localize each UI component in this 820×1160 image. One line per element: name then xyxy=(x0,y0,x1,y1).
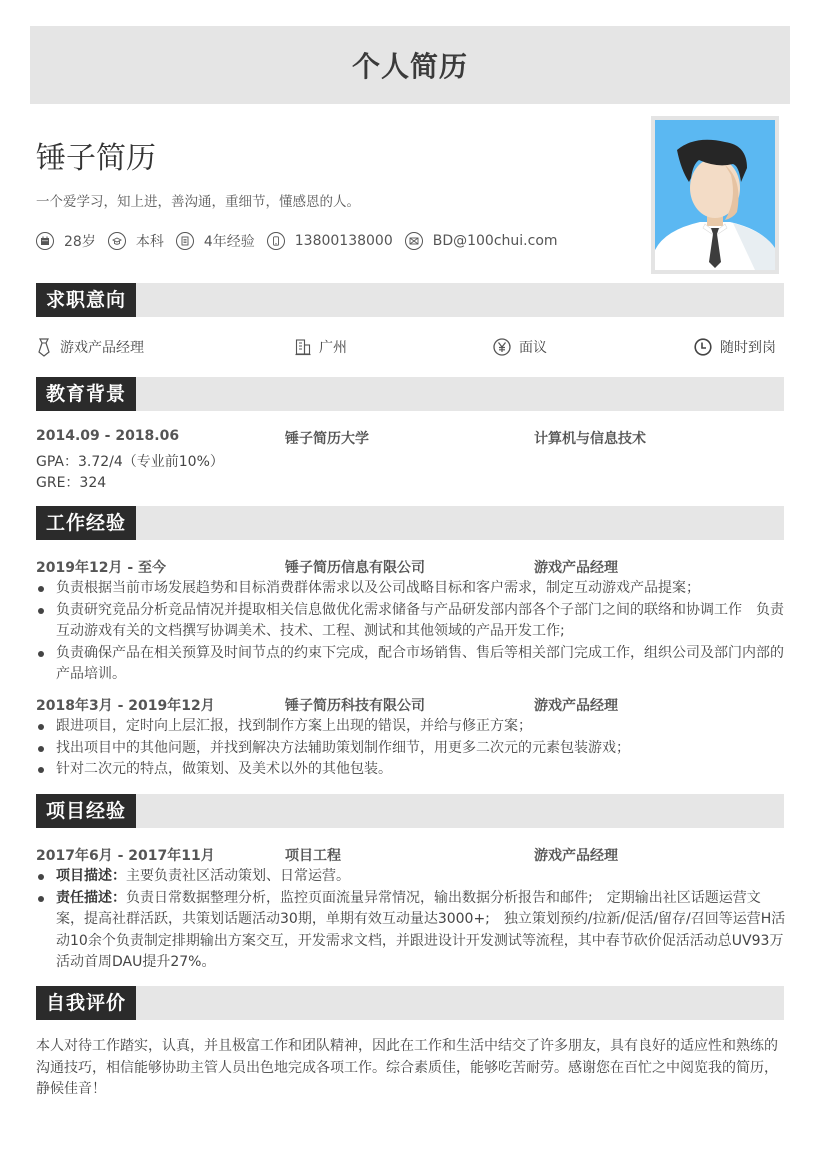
section-header-self-eval xyxy=(36,986,784,1020)
list-item: 负责确保产品在相关预算及时间节点的约束下完成，配合市场销售、售后等相关部门完成工作，组织公司及部门内部的产品培训。 xyxy=(36,643,786,686)
contact-info xyxy=(36,231,570,251)
mail-icon xyxy=(405,232,423,250)
project-name: 项目工程 xyxy=(285,848,341,864)
intent-position xyxy=(36,337,144,357)
intent-position-value: 游戏产品经理 xyxy=(60,340,144,356)
job-1-role: 游戏产品经理 xyxy=(534,560,618,576)
project-desc-label: 项目描述： xyxy=(56,868,126,884)
project-details xyxy=(36,866,786,974)
education-gre: GRE：324 xyxy=(36,475,107,491)
contact-degree xyxy=(108,231,164,251)
yen-icon xyxy=(493,338,511,356)
candidate-name: 锤子简历 xyxy=(36,141,156,176)
list-item: 负责研究竞品分析竞品情况并提取相关信息做优化需求储备与产品研发部内部各个子部门之间的联络和协调工作 负责互动游戏有关的文档撰写协调美术、技术、工程、测试和其他领域的产品开发工作; xyxy=(36,600,786,643)
job-1-duties xyxy=(36,578,786,686)
list-item: 跟进项目，定时向上层汇报，找到制作方案上出现的错误，并给与修正方案； xyxy=(36,716,786,738)
contact-experience xyxy=(176,231,255,251)
section-header-work xyxy=(36,506,784,540)
age-value: 28岁 xyxy=(64,234,96,250)
section-title-project: 项目经验 xyxy=(36,794,136,828)
section-title-intent: 求职意向 xyxy=(36,283,136,317)
self-eval-text: 本人对待工作踏实，认真，并且极富工作和团队精神，因此在工作和生活中结交了许多朋友，具有良好的适应性和熟练的沟通技巧，相信能够协助主管人员出色地完成各项工作。综合素质佳，能够吃苦耐劳。感谢您在百忙之中阅览我的简历，静候佳音！ xyxy=(36,1038,778,1097)
experience-value: 4年经验 xyxy=(203,234,255,250)
contact-email xyxy=(405,232,558,250)
job-1-period: 2019年12月 - 至今 xyxy=(36,560,167,576)
responsibility-text: 负责日常数据整理分析，监控页面流量异常情况，输出数据分析报告和邮件; 定期输出社区话题运营文案，提高社群活跃，共策划话题活动30期，单期有效互动量达3000+; 独立策划预约/拉新/促活/留存/召回等运营H活动10余个负责制定排期输出方案交互，开发需求文档，并跟进设计开发测试等流程，其中春节砍价促活活动总UV93万活动首周DAU提升27%。 xyxy=(56,889,786,970)
candidate-motto: 一个爱学习，知上进，善沟通，重细节，懂感恩的人。 xyxy=(36,194,360,210)
contact-phone xyxy=(267,232,393,250)
building-icon xyxy=(295,338,311,356)
phone-value[interactable]: 13800138000 xyxy=(294,233,393,249)
graduation-cap-icon xyxy=(108,232,126,250)
project-period: 2017年6月 - 2017年11月 xyxy=(36,848,215,864)
list-item xyxy=(36,888,786,974)
job-2-duties xyxy=(36,716,786,781)
section-title-self-eval: 自我评价 xyxy=(36,986,136,1020)
page-title: 个人简历 xyxy=(351,50,468,83)
intent-city-value: 广州 xyxy=(319,340,347,356)
section-header-project xyxy=(36,794,784,828)
calendar-icon xyxy=(36,232,54,250)
project-desc-text: 主要负责社区活动策划、日常运营。 xyxy=(126,868,350,884)
education-period: 2014.09 - 2018.06 xyxy=(36,428,180,444)
avatar-illustration xyxy=(655,120,775,270)
section-title-education: 教育背景 xyxy=(36,377,136,411)
intent-city xyxy=(295,337,347,357)
tie-icon xyxy=(36,337,52,357)
job-2-period: 2018年3月 - 2019年12月 xyxy=(36,698,215,714)
clock-icon xyxy=(694,338,712,356)
page-banner xyxy=(30,26,790,104)
contact-age xyxy=(36,231,96,251)
responsibility-label: 责任描述： xyxy=(56,889,126,906)
phone-icon xyxy=(267,232,285,250)
intent-availability xyxy=(694,337,776,357)
degree-value: 本科 xyxy=(135,234,164,250)
intent-salary xyxy=(493,337,547,357)
profile-photo xyxy=(651,116,779,274)
intent-salary-value: 面议 xyxy=(519,340,547,356)
section-header-intent xyxy=(36,283,784,317)
project-role: 游戏产品经理 xyxy=(534,848,618,864)
education-gpa: GPA：3.72/4（专业前10%） xyxy=(36,454,224,470)
section-title-work: 工作经验 xyxy=(36,506,136,540)
section-header-education xyxy=(36,377,784,411)
document-icon xyxy=(176,232,194,250)
education-major: 计算机与信息技术 xyxy=(534,431,646,447)
list-item xyxy=(36,866,786,888)
list-item: 针对二次元的特点，做策划、及美术以外的其他包装。 xyxy=(36,759,786,781)
list-item: 负责根据当前市场发展趋势和目标消费群体需求以及公司战略目标和客户需求，制定互动游戏产品提案； xyxy=(36,578,786,600)
list-item: 找出项目中的其他问题，并找到解决方法辅助策划制作细节，用更多二次元的元素包装游戏； xyxy=(36,738,786,760)
job-1-company: 锤子简历信息有限公司 xyxy=(285,560,425,576)
intent-availability-value: 随时到岗 xyxy=(720,340,776,356)
job-2-role: 游戏产品经理 xyxy=(534,698,618,714)
education-school: 锤子简历大学 xyxy=(285,431,369,447)
job-2-company: 锤子简历科技有限公司 xyxy=(285,698,425,714)
email-value[interactable]: BD@100chui.com xyxy=(432,233,558,249)
